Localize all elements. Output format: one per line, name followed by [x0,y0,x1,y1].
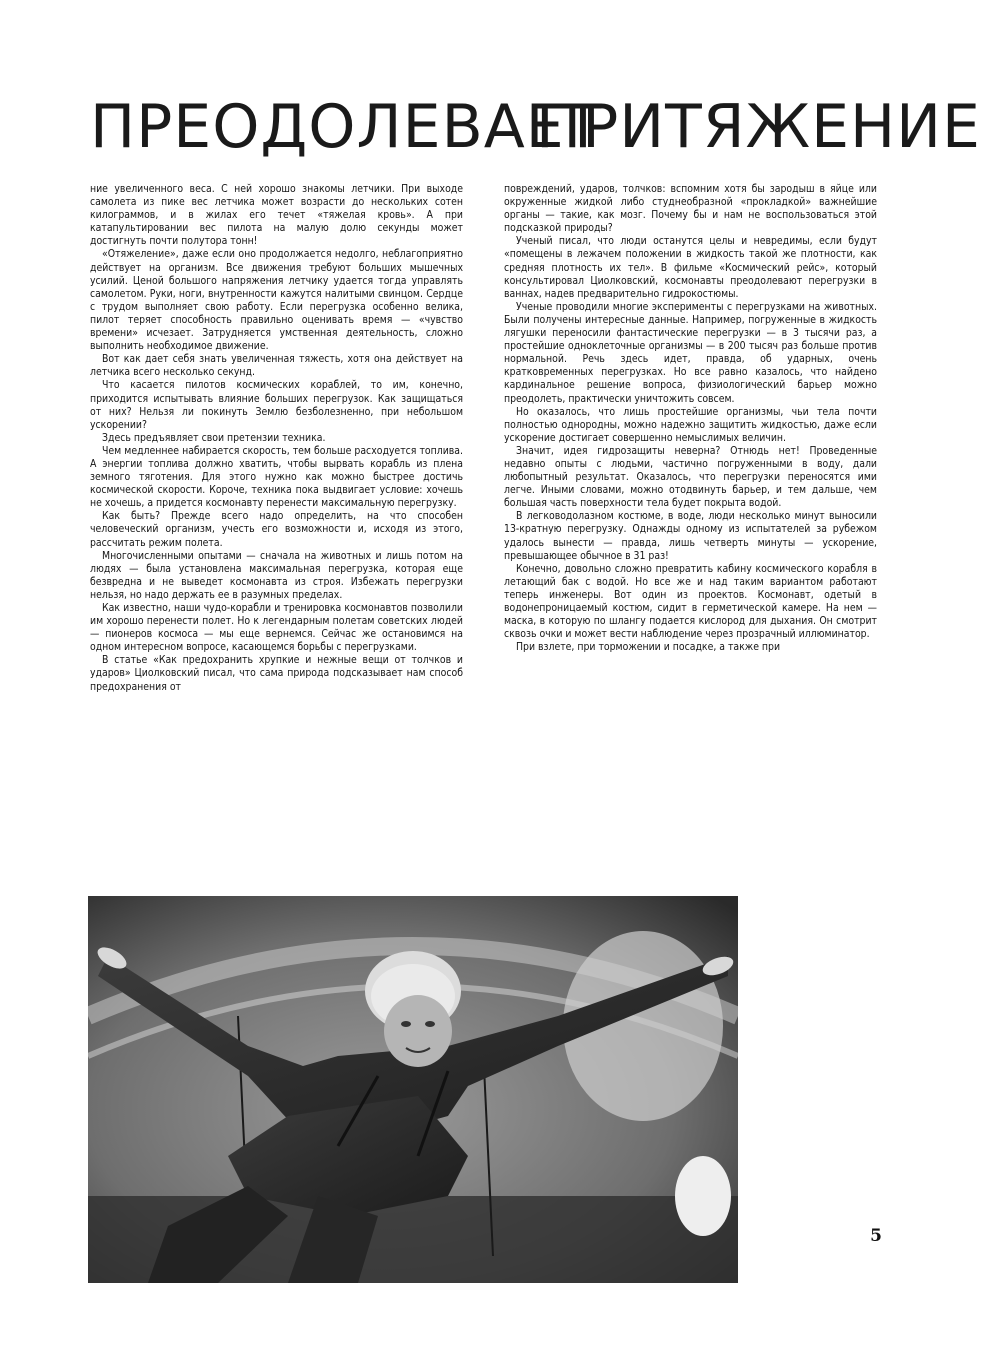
title-word-2: ПРИТЯЖЕНИЕ [536,92,981,162]
title-word-1: ПРЕОДОЛЕВАЕТ [90,92,603,162]
article-title [0,82,1000,172]
paragraph: Как быть? Прежде всего надо определить, на что способен человеческий организм, учесть его возможности и, исходя из этого, рассчитать режим полета. [90,510,463,549]
paragraph: При взлете, при торможении и посадке, а также при [516,641,781,654]
text-column-right [504,183,877,654]
paragraph: Чем медленнее набирается скорость, тем больше расходуется топлива. А энергии топлива должно хватить, чтобы вырвать корабль из плена земного тяготения. Для этого нужно как можно быстрее достичь космической скорости. Короче, техника пока выдвигает условие: хочешь не хочешь, а придется космонавту перенести максимальную перегрузку. [90,444,463,510]
paragraph: повреждений, ударов, толчков: вспомним хотя бы зародыш в яйце или окруженные жидкой либо студнеобразной «прокладкой» важнейшие органы — такие, как мозг. Почему бы и нам не воспользоваться этой подсказкой природы? [504,183,877,235]
text-column-left [90,183,463,694]
paragraph: В статье «Как предохранить хрупкие и нежные вещи от толчков и ударов» Циолковский писал, что сама природа подсказывает нам способ предохранения от [90,654,463,693]
paragraph: Вот как дает себя знать увеличенная тяжесть, хотя она действует на летчика всего несколько секунд. [90,353,463,379]
paragraph: Здесь предъявляет свои претензии техника. [102,431,326,444]
photo-weightless-cosmonaut [88,896,738,1283]
paragraph: Многочисленными опытами — сначала на животных и лишь потом на людях — была установлена максимальная перегрузка, которая еще безвредна и не выведет космонавта из строя. Избежать перегрузки нельзя, но надо держать ее в разумных пределах. [90,549,463,601]
paragraph: В легководолазном костюме, в воде, люди несколько минут выносили 13-кратную перегрузку. Однажды одному из испытателей за рубежом удалось вынести — правда, лишь четверть минуты — ускорение, превышающее обычное в 31 раз! [504,510,877,562]
paragraph: Ученые проводили многие эксперименты с перегрузками на животных. Были получены интересные данные. Например, погруженные в жидкость лягушки переносили фантастические перегрузки — в 3 тысячи раз, а простейшие одноклеточные организмы — в 200 тысяч раз больше против нормальной. Речь здесь идет, правда, об ударных, очень кратковременных перегрузках. Но все равно казалось, что найдено кардинальное решение вопроса, физиологический барьер можно преодолеть, практически уничтожить совсем. [504,300,877,405]
paragraph: «Отяжеление», даже если оно продолжается недолго, неблагоприятно действует на организм. Все движения требуют больших мышечных усилий. Ценой большого напряжения летчику удается тогда управлять самолетом. Руки, ноги, внутренности кажутся налитыми свинцом. Сердце с трудом выполняет свою работу. Если перегрузка особенно велика, пилот теряет способность правильно оценивать время — «чувство времени» исчезает. Затрудняется умственная деятельность, сложно выполнить необходимое движение. [90,248,463,353]
paragraph: Но оказалось, что лишь простейшие организмы, чьи тела почти полностью однородны, можно надежно защитить жидкостью, даже если ускорение достигает совершенно немыслимых величин. [504,405,877,444]
paragraph: Значит, идея гидрозащиты неверна? Отнюдь нет! Проведенные недавно опыты с людьми, частично погруженными в воду, дали любопытный результат. Оказалось, что перегрузки переносятся ими легче. Иными словами, можно отодвинуть барьер, и тем дальше, чем большая часть поверхности тела будет покрыта водой. [504,444,877,510]
paragraph: Что касается пилотов космических кораблей, то им, конечно, приходится испытывать влияние больших перегрузок. Как защищаться от них? Нельзя ли покинуть Землю безболезненно, при небольшом ускорении? [90,379,463,431]
paragraph: Ученый писал, что люди останутся целы и невредимы, если будут «помещены в лежачем положении в жидкость такой же плотности, как средняя плотность их тел». В фильме «Космический рейс», который консультировал Циолковский, космонавты преодолевают перегрузки в ваннах, надев предварительно гидрокостюмы. [504,235,877,300]
paragraph: Конечно, довольно сложно превратить кабину космического корабля в летающий бак с водой. Но все же и над таким вариантом работают теперь инженеры. Вот один из проектов. Космонавт, одетый в водонепроницаемый костюм, сидит в герметической камере. На нем — маска, в которую по шлангу подается кислород для дыхания. Он смотрит сквозь очки и может вести наблюдение через прозрачный иллюминатор. [504,562,877,641]
paragraph: Как известно, наши чудо-корабли и тренировка космонавтов позволили им хорошо перенести полет. Но к легендарным полетам советских людей — пионеров космоса — мы еще вернемся. Сейчас же остановимся на одном интересном вопросе, касающемся борьбы с перегрузками. [90,602,463,654]
paragraph: ние увеличенного веса. С ней хорошо знакомы летчики. При выходе самолета из пике вес летчика может возрасти до нескольких сотен килограммов, и в жилах его течет «тяжелая кровь». А при катапультировании вес пилота на малую долю секунды может достигнуть почти полутора тонн! [90,183,463,248]
page-number: 5 [870,1226,882,1246]
